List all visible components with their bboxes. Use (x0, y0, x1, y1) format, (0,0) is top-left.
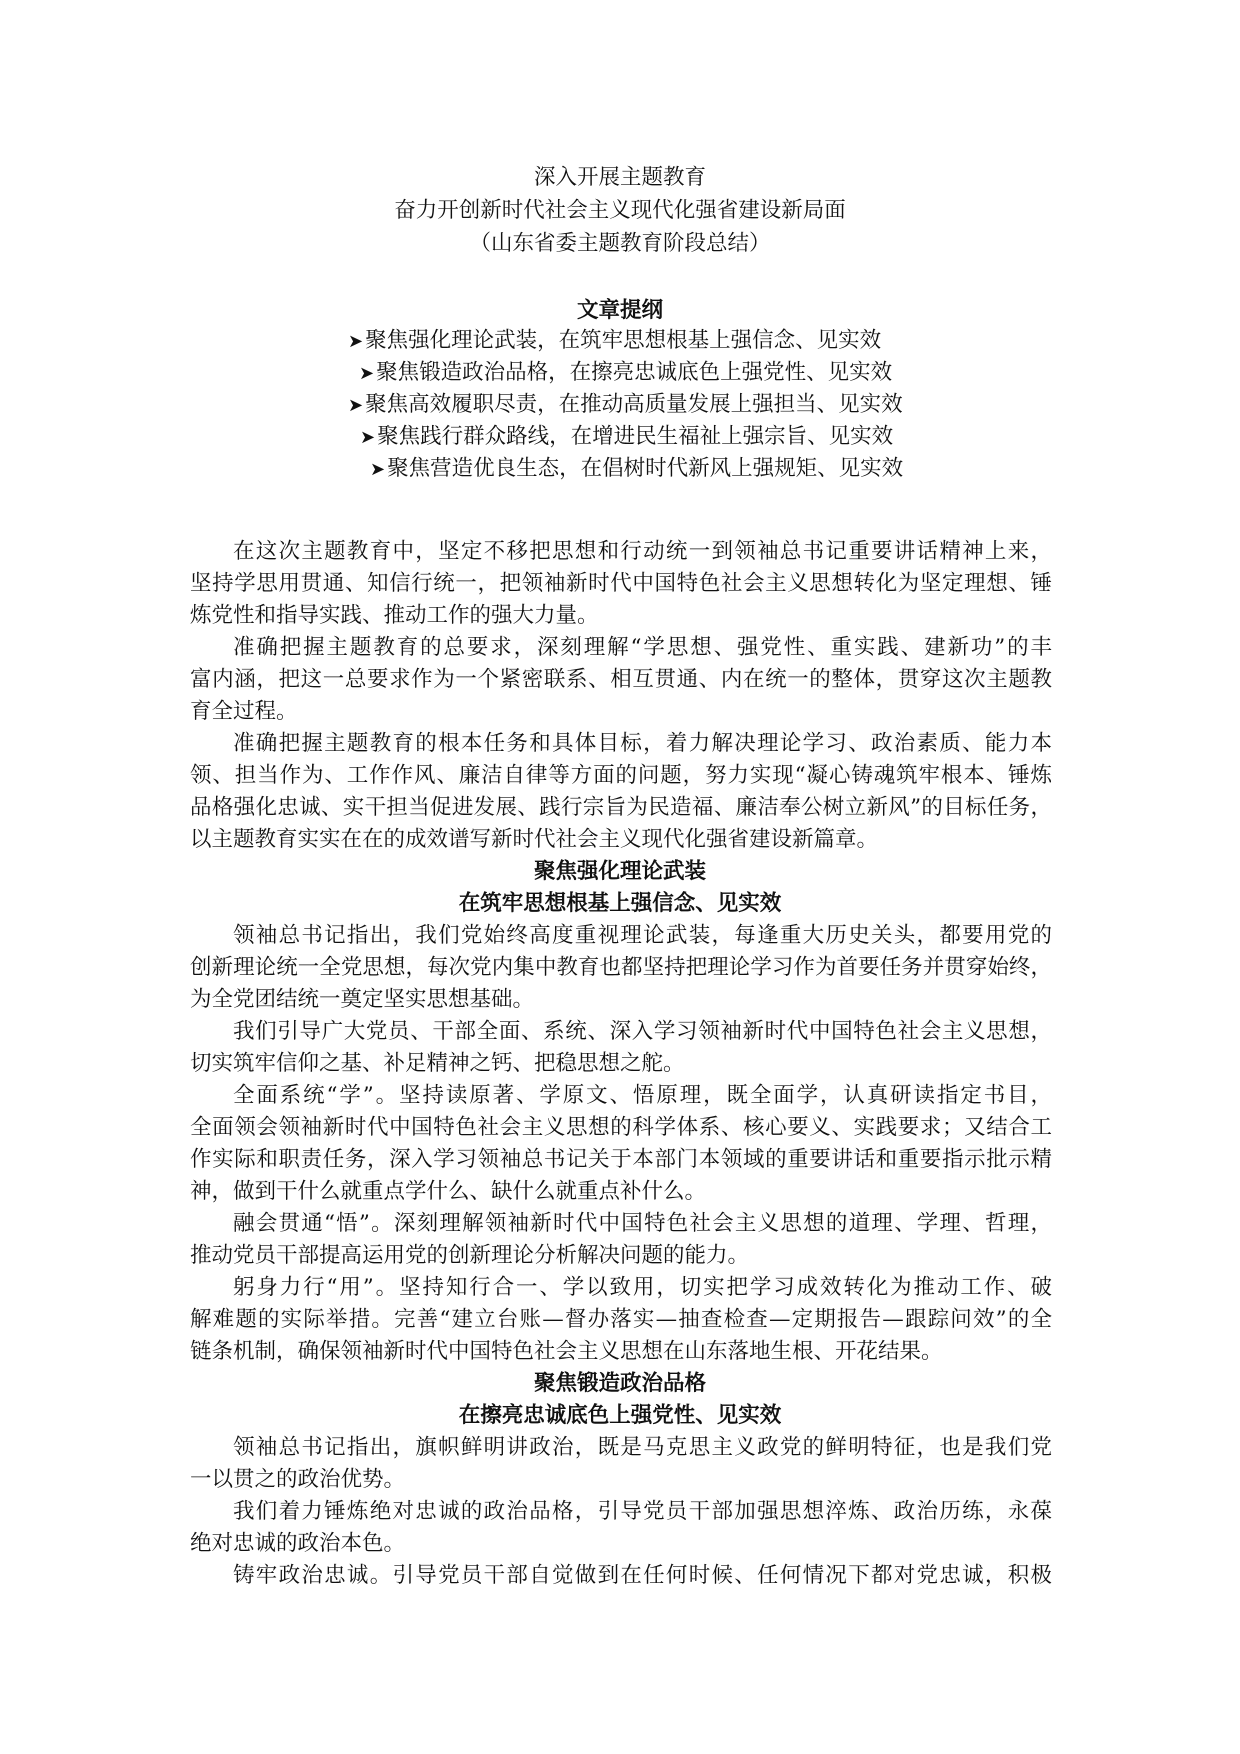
paragraph-line: 准确把握主题教育的根本任务和具体目标，着力解决理论学习、政治素质、能力本 (233, 731, 1052, 756)
outline-item-text: 聚焦践行群众路线，在增进民生福祉上强宗旨、见实效 (377, 424, 894, 449)
paragraph-line: 领、担当作为、工作作风、廉洁自律等方面的问题，努力实现“凝心铸魂筑牢根本、锤炼 (190, 763, 1052, 788)
paragraph-line: 炼党性和指导实践、推动工作的强大力量。 (190, 603, 599, 628)
outline-item-text: 聚焦高效履职尽责，在推动高质量发展上强担当、见实效 (365, 392, 903, 417)
doc-title-line-2: 奋力开创新时代社会主义现代化强省建设新局面 (394, 198, 846, 223)
outline-item-text: 聚焦营造优良生态，在倡树时代新风上强规矩、见实效 (387, 456, 904, 481)
paragraph-line: 链条机制，确保领袖新时代中国特色社会主义思想在山东落地生根、开花结果。 (190, 1339, 943, 1364)
section-heading: 聚焦强化理论武装 (533, 859, 706, 884)
paragraph-line: 绝对忠诚的政治本色。 (190, 1531, 406, 1556)
section-heading: 聚焦锻造政治品格 (533, 1371, 706, 1396)
bullet-arrow-icon: ➤ (370, 459, 386, 480)
outline-item-text: 聚焦锻造政治品格，在擦亮忠诚底色上强党性、见实效 (376, 360, 893, 385)
paragraph-line: 坚持学思用贯通、知信行统一，把领袖新时代中国特色社会主义思想转化为坚定理想、锤 (190, 571, 1052, 596)
outline-heading: 文章提纲 (576, 298, 663, 323)
bullet-arrow-icon: ➤ (359, 363, 375, 384)
doc-title-line-3: （山东省委主题教育阶段总结） (469, 231, 771, 256)
paragraph-line: 以主题教育实实在在的成效谱写新时代社会主义现代化强省建设新篇章。 (190, 827, 879, 852)
bullet-arrow-icon: ➤ (360, 427, 376, 448)
outline-item (348, 326, 881, 357)
section-subheading: 在筑牢思想根基上强信念、见实效 (458, 891, 782, 916)
paragraph-line: 全面系统“学”。坚持读原著、学原文、悟原理，既全面学，认真研读指定书目， (233, 1083, 1052, 1108)
paragraph-line: 创新理论统一全党思想，每次党内集中教育也都坚持把理论学习作为首要任务并贯穿始终， (190, 955, 1052, 980)
paragraph-line: 作实际和职责任务，深入学习领袖总书记关于本部门本领域的重要讲话和重要指示批示精 (190, 1147, 1052, 1172)
paragraph-line: 神，做到干什么就重点学什么、缺什么就重点补什么。 (190, 1179, 707, 1204)
bullet-arrow-icon: ➤ (348, 395, 364, 416)
paragraph-line: 育全过程。 (190, 699, 298, 724)
paragraph-line: 推动党员干部提高运用党的创新理论分析解决问题的能力。 (190, 1243, 750, 1268)
paragraph-line: 领袖总书记指出，我们党始终高度重视理论武装，每逢重大历史关头，都要用党的 (233, 923, 1052, 948)
paragraph-line: 躬身力行“用”。坚持知行合一、学以致用，切实把学习成效转化为推动工作、破 (233, 1275, 1052, 1300)
paragraph-line: 领袖总书记指出，旗帜鲜明讲政治，既是马克思主义政党的鲜明特征，也是我们党 (233, 1435, 1052, 1460)
paragraph-line: 切实筑牢信仰之基、补足精神之钙、把稳思想之舵。 (190, 1051, 685, 1076)
paragraph-line: 品格强化忠诚、实干担当促进发展、践行宗旨为民造福、廉洁奉公树立新风”的目标任务， (190, 795, 1052, 820)
paragraph-line: 我们着力锤炼绝对忠诚的政治品格，引导党员干部加强思想淬炼、政治历练，永葆 (233, 1499, 1052, 1524)
outline-item (359, 358, 892, 389)
paragraph-line: 融会贯通“悟”。深刻理解领袖新时代中国特色社会主义思想的道理、学理、哲理， (233, 1211, 1052, 1236)
paragraph-line: 准确把握主题教育的总要求，深刻理解“学思想、强党性、重实践、建新功”的丰 (233, 635, 1052, 660)
outline-item (348, 390, 903, 421)
paragraph-line: 在这次主题教育中，坚定不移把思想和行动统一到领袖总书记重要讲话精神上来， (233, 539, 1052, 564)
outline-item (370, 454, 903, 485)
outline-item-text: 聚焦强化理论武装，在筑牢思想根基上强信念、见实效 (365, 328, 882, 353)
paragraph-line: 全面领会领袖新时代中国特色社会主义思想的科学体系、核心要义、实践要求；又结合工 (190, 1115, 1052, 1140)
paragraph-line: 铸牢政治忠诚。引导党员干部自觉做到在任何时候、任何情况下都对党忠诚，积极 (233, 1563, 1052, 1588)
paragraph-line: 我们引导广大党员、干部全面、系统、深入学习领袖新时代中国特色社会主义思想， (233, 1019, 1052, 1044)
outline-item (360, 422, 893, 453)
bullet-arrow-icon: ➤ (348, 331, 364, 352)
section-subheading: 在擦亮忠诚底色上强党性、见实效 (458, 1403, 782, 1428)
doc-title-line-1: 深入开展主题教育 (533, 165, 706, 190)
paragraph-line: 解难题的实际举措。完善“建立台账—督办落实—抽查检查—定期报告—跟踪问效”的全 (190, 1307, 1052, 1332)
paragraph-line: 一以贯之的政治优势。 (190, 1467, 406, 1492)
paragraph-line: 富内涵，把这一总要求作为一个紧密联系、相互贯通、内在统一的整体，贯穿这次主题教 (190, 667, 1052, 692)
paragraph-line: 为全党团结统一奠定坚实思想基础。 (190, 987, 535, 1012)
